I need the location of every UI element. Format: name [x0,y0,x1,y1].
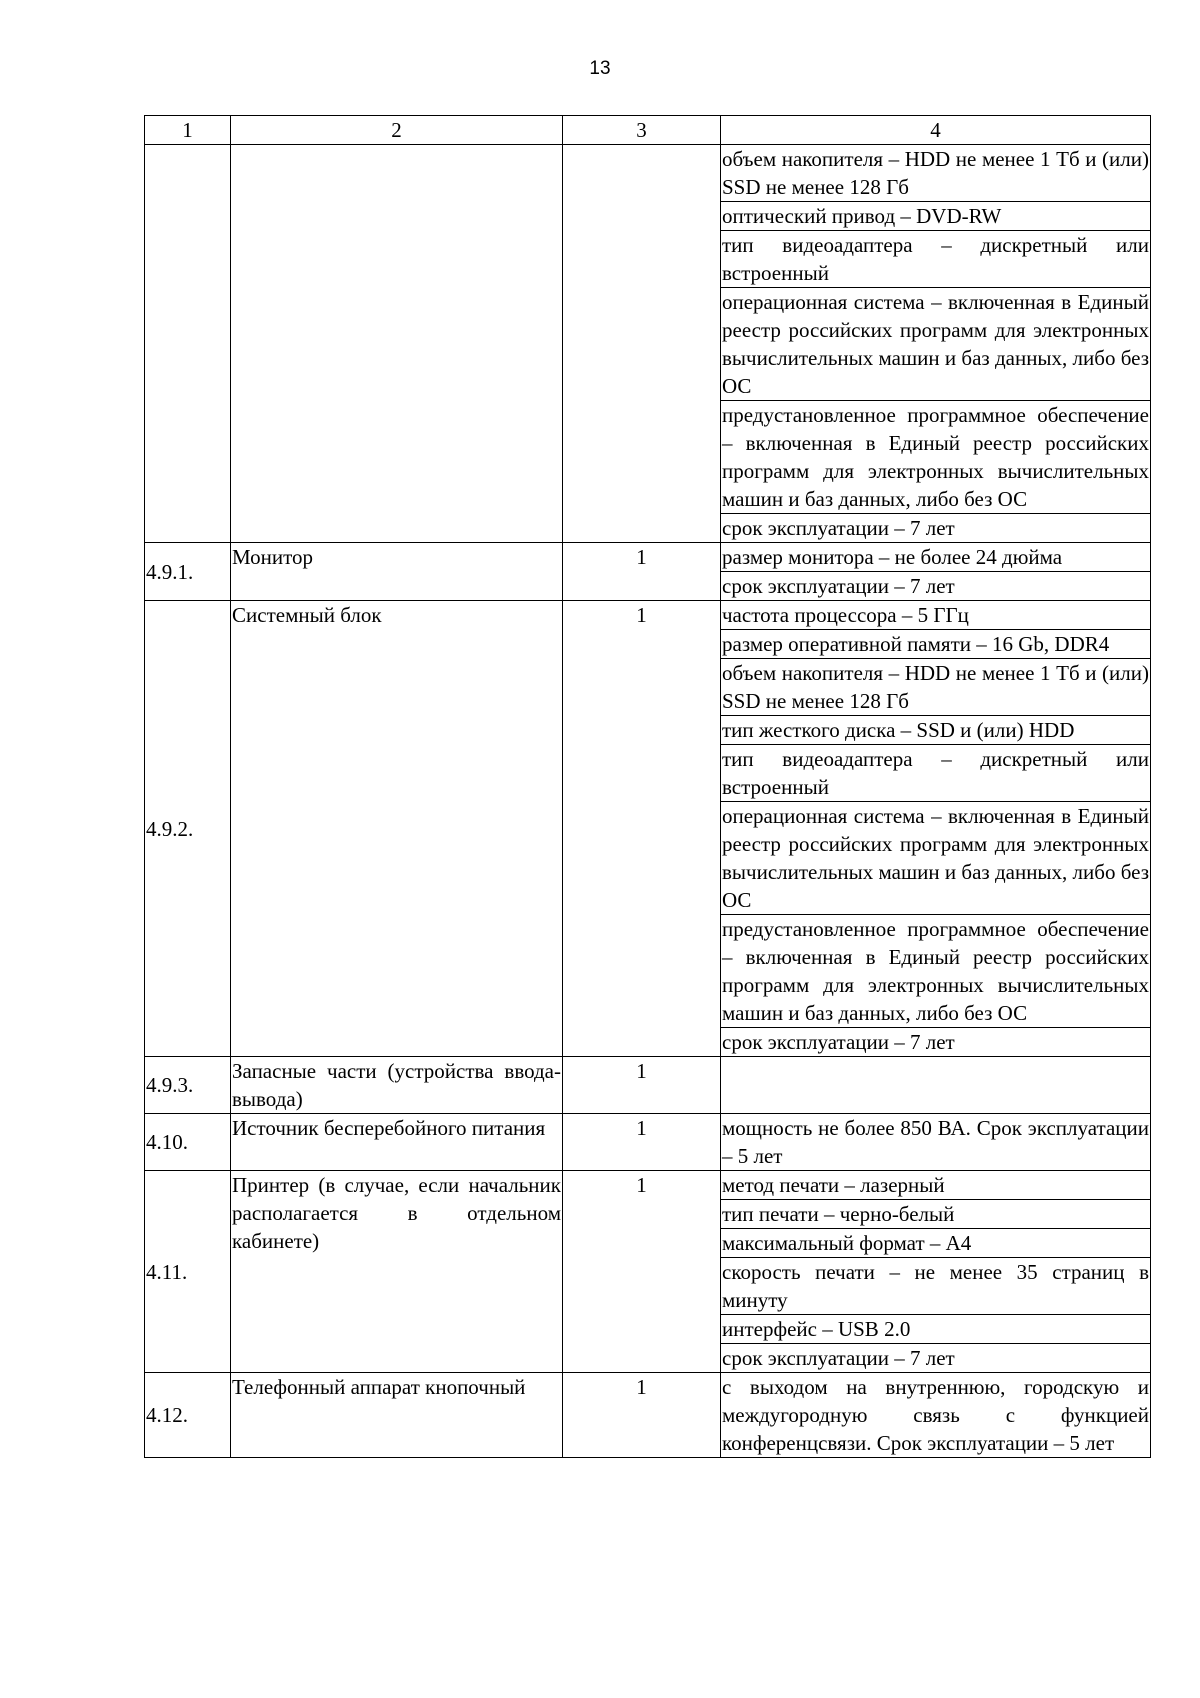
page-number: 13 [589,58,611,79]
spec-line: операционная система – включенная в Единый реестр российских программ для электронных вычислительных машин и баз данных, либо без ОС [721,801,1150,914]
row-number: 4.10. [145,1114,231,1171]
item-quantity: 1 [563,601,721,1057]
spec-line: объем накопителя – HDD не менее 1 Тб и (или) SSD не менее 128 Гб [721,658,1150,715]
item-quantity: 1 [563,1373,721,1458]
spec-line: срок эксплуатации – 7 лет [721,513,1150,542]
specification-table [144,115,1151,1458]
table-row [145,1373,1151,1458]
item-specs [721,1171,1151,1373]
item-specs [721,1057,1151,1114]
item-quantity: 1 [563,543,721,601]
item-quantity: 1 [563,1171,721,1373]
row-number: 4.9.2. [145,601,231,1057]
item-name: Источник бесперебойного питания [231,1114,563,1171]
item-specs [721,145,1151,543]
spec-line: срок эксплуатации – 7 лет [721,1343,1150,1372]
spec-line: срок эксплуатации – 7 лет [721,1027,1150,1056]
spec-line: максимальный формат – А4 [721,1228,1150,1257]
header-col-3: 3 [563,116,721,145]
item-name: Телефонный аппарат кнопочный [231,1373,563,1458]
spec-line: с выходом на внутреннюю, городскую и междугородную связь с функцией конференцсвязи. Срок эксплуатации – 5 лет [722,1375,1149,1455]
spec-line: метод печати – лазерный [722,1173,945,1197]
table-row [145,543,1151,601]
spec-line: предустановленное программное обеспечение – включенная в Единый реестр российских программ для электронных вычислительных машин и баз данных, либо без ОС [721,400,1150,513]
item-specs [721,1114,1151,1171]
table-row [145,1057,1151,1114]
spec-line: тип видеоадаптера – дискретный или встроенный [721,744,1150,801]
item-name [231,145,563,543]
spec-line: размер монитора – не более 24 дюйма [722,545,1063,569]
item-name: Запасные части (устройства ввода-вывода) [231,1057,563,1114]
item-name: Монитор [231,543,563,601]
spec-line: интерфейс – USB 2.0 [721,1314,1150,1343]
spec-line: мощность не более 850 ВА. Срок эксплуатации – 5 лет [722,1116,1149,1168]
spec-line: оптический привод – DVD-RW [721,201,1150,230]
table-row [145,601,1151,1057]
header-col-1: 1 [145,116,231,145]
spec-line: тип видеоадаптера – дискретный или встроенный [721,230,1150,287]
spec-line: размер оперативной памяти – 16 Gb, DDR4 [721,629,1150,658]
row-number: 4.9.3. [145,1057,231,1114]
item-name: Системный блок [231,601,563,1057]
item-name: Принтер (в случае, если начальник располагается в отдельном кабинете) [231,1171,563,1373]
spec-line: срок эксплуатации – 7 лет [721,571,1150,600]
row-number: 4.11. [145,1171,231,1373]
item-quantity [563,145,721,543]
header-col-2: 2 [231,116,563,145]
spec-line: тип жесткого диска – SSD и (или) HDD [721,715,1150,744]
spec-line: операционная система – включенная в Единый реестр российских программ для электронных вычислительных машин и баз данных, либо без ОС [721,287,1150,400]
spec-line: тип печати – черно-белый [721,1199,1150,1228]
item-specs [721,1373,1151,1458]
item-specs [721,543,1151,601]
item-quantity: 1 [563,1114,721,1171]
spec-line: скорость печати – не менее 35 страниц в минуту [721,1257,1150,1314]
table-header-row [145,116,1151,145]
spec-line: объем накопителя – HDD не менее 1 Тб и (или) SSD не менее 128 Гб [722,147,1149,199]
header-col-4: 4 [721,116,1151,145]
row-number: 4.12. [145,1373,231,1458]
item-specs [721,601,1151,1057]
table-row [145,145,1151,543]
spec-line: предустановленное программное обеспечение – включенная в Единый реестр российских программ для электронных вычислительных машин и баз данных, либо без ОС [721,914,1150,1027]
spec-line [721,1057,1150,1085]
table-row [145,1171,1151,1373]
row-number: 4.9.1. [145,543,231,601]
table-row [145,1114,1151,1171]
spec-line: частота процессора – 5 ГГц [722,603,969,627]
item-quantity: 1 [563,1057,721,1114]
row-number [145,145,231,543]
